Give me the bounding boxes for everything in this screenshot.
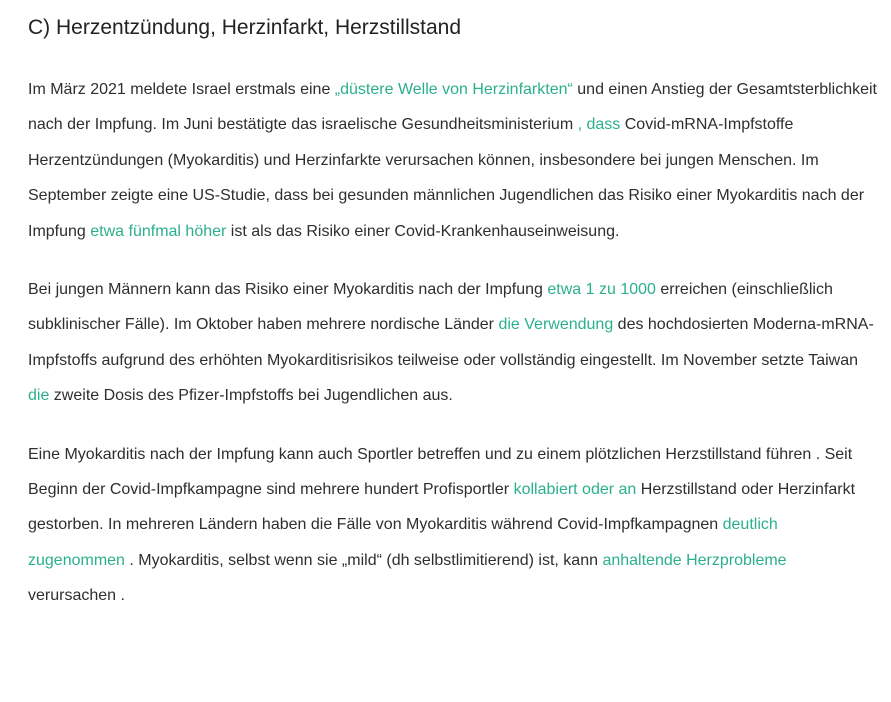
link-anhaltende-herzprobleme[interactable]: anhaltende Herzprobleme: [602, 551, 787, 569]
link-die-verwendung[interactable]: die Verwendung: [498, 316, 614, 334]
link-etwa-fuenfmal-hoeher[interactable]: etwa fünfmal höher: [90, 222, 227, 240]
text-span: Herzstillstand oder Herzinfarkt gestorben. In mehreren Ländern haben die Fälle von Myokarditis während Covid-Impfkampagnen: [28, 481, 856, 534]
paragraph-sportler: [28, 437, 878, 614]
article: [28, 12, 878, 614]
link-duestere-welle[interactable]: „düstere Welle von Herzinfarkten“: [334, 81, 573, 98]
link-deutlich-zugenommen[interactable]: deutlich zugenommen: [28, 516, 778, 569]
text-span: und einen Anstieg der Gesamtsterblichkeit nach der Impfung. Im Juni bestätigte das israelische Gesundheitsministerium: [28, 81, 877, 134]
text-span: . Myokarditis, selbst wenn sie „mild“ (dh selbstlimitierend) ist, kann: [124, 551, 603, 569]
text-span: Covid-mRNA-Impfstoffe Herzentzündungen (Myokarditis) und Herzinfarkte verursachen können, insbesondere bei jungen Menschen. Im September zeigte eine US-Studie, dass bei gesunden männlichen Jugendlichen das Risiko einer Myokarditis nach der Impfung: [28, 116, 865, 240]
paragraph-israel: [28, 72, 878, 249]
text-span: Im März 2021 meldete Israel erstmals eine: [28, 81, 335, 98]
link-dass[interactable]: , dass: [577, 116, 621, 134]
link-kollabiert-oder-an[interactable]: kollabiert oder an: [513, 481, 637, 499]
text-span: verursachen .: [28, 587, 125, 605]
section-heading: C) Herzentzündung, Herzinfarkt, Herzstillstand: [28, 16, 462, 39]
text-span: Eine Myokarditis nach der Impfung kann auch Sportler betreffen und zu einem plötzlichen Herzstillstand führen . Seit Beginn der Covid-Impfkampagne sind mehrere hundert Profisportler: [28, 445, 853, 499]
text-span: zweite Dosis des Pfizer-Impfstoffs bei Jugendlichen aus.: [49, 387, 453, 405]
text-span: ist als das Risiko einer Covid-Krankenhauseinweisung.: [226, 222, 620, 240]
link-die[interactable]: die: [28, 387, 50, 405]
link-etwa-1-zu-1000[interactable]: etwa 1 zu 1000: [547, 281, 656, 299]
text-span: Bei jungen Männern kann das Risiko einer Myokarditis nach der Impfung: [28, 281, 548, 299]
text-span: erreichen (einschließlich subklinischer Fälle). Im Oktober haben mehrere nordische Länder: [28, 281, 833, 334]
text-span: des hochdosierten Moderna-mRNA-Impfstoffs aufgrund des erhöhten Myokarditisrisikos teilweise oder vollständig eingestellt. Im November setzte Taiwan: [28, 316, 874, 369]
paragraph-junge-maenner: [28, 272, 878, 414]
